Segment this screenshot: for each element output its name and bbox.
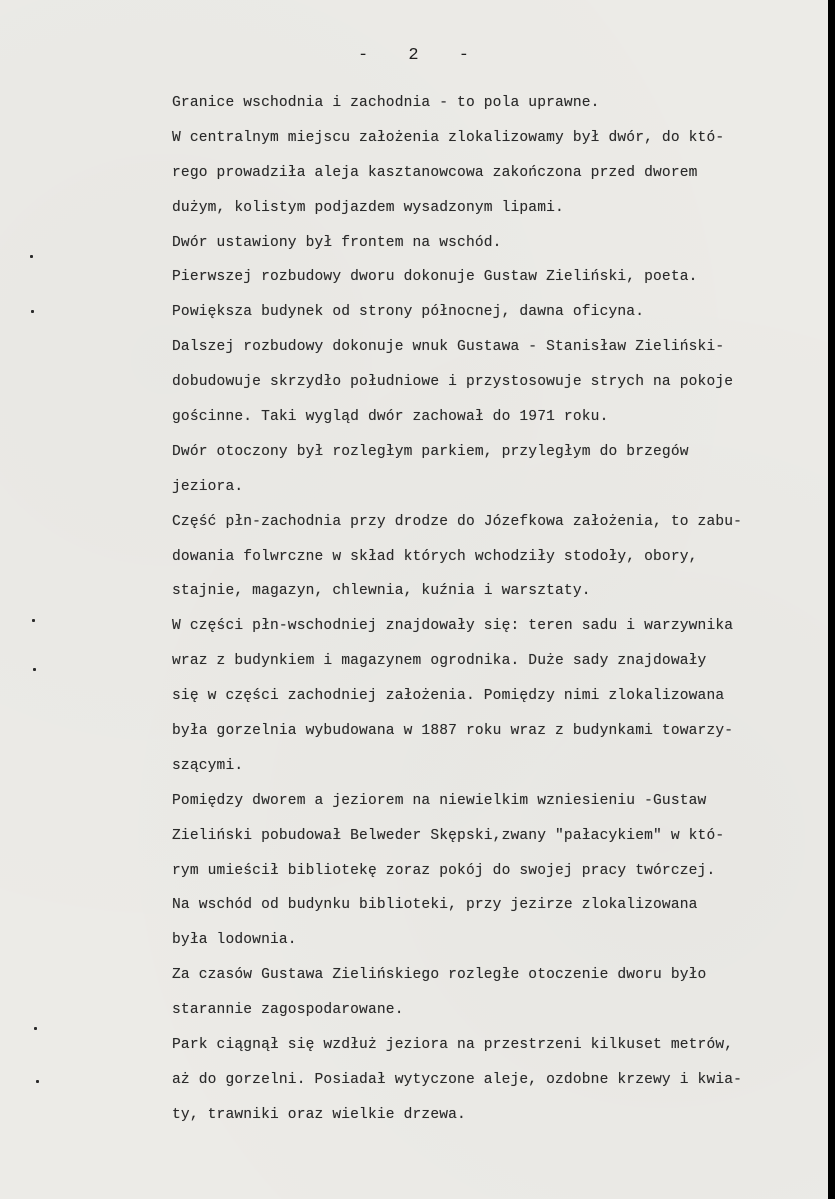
text-line: Dalszej rozbudowy dokonuje wnuk Gustawa - Stanisław Zieliński-: [172, 339, 725, 356]
page-number-dash-right: -: [458, 46, 470, 65]
text-line: Granice wschodnia i zachodnia - to pola uprawne.: [172, 95, 600, 111]
text-line: W części płn-wschodniej znajdowały się: teren sadu i warzywnika: [172, 618, 734, 635]
text-line: szącymi.: [172, 757, 244, 774]
text-line: Park ciągnął się wzdłuż jeziora na przestrzeni kilkuset metrów,: [172, 1037, 734, 1054]
text-line: Powiększa budynek od strony północnej, dawna oficyna.: [172, 304, 645, 321]
margin-speck: [32, 619, 35, 622]
text-line: była gorzelnia wybudowana w 1887 roku wraz z budynkami towarzy-: [172, 723, 734, 740]
text-line: była lodownia.: [172, 932, 297, 949]
text-line: rym umieścił bibliotekę zoraz pokój do swojej pracy twórczej.: [172, 862, 716, 879]
text-line: się w części zachodniej założenia. Pomiędzy nimi zlokalizowana: [172, 688, 725, 705]
text-line: Pierwszej rozbudowy dworu dokonuje Gustaw Zieliński, poeta.: [172, 269, 698, 286]
text-line: gościnne. Taki wygląd dwór zachował do 1971 roku.: [172, 409, 609, 426]
margin-speck: [30, 255, 33, 258]
text-line: Pomiędzy dworem a jeziorem na niewielkim wzniesieniu -Gustaw: [172, 792, 707, 809]
page-number-header: [0, 46, 828, 65]
text-line: Dwór otoczony był rozległym parkiem, przyległym do brzegów: [172, 443, 689, 460]
text-line: rego prowadziła aleja kasztanowcowa zakończona przed dworem: [172, 164, 698, 181]
text-line: jeziora.: [172, 478, 244, 495]
text-line: aż do gorzelni. Posiadał wytyczone aleje, ozdobne krzewy i kwia-: [172, 1071, 743, 1088]
text-line: stajnie, magazyn, chlewnia, kuźnia i warsztaty.: [172, 583, 591, 600]
text-line: Dwór ustawiony był frontem na wschód.: [172, 234, 502, 251]
margin-speck: [36, 1080, 39, 1083]
text-line: ty, trawniki oraz wielkie drzewa.: [172, 1106, 466, 1123]
margin-speck: [33, 668, 36, 671]
text-line: dobudowuje skrzydło południowe i przystosowuje strych na pokoje: [172, 374, 734, 391]
text-line: W centralnym miejscu założenia zlokalizowamy był dwór, do któ-: [172, 129, 725, 146]
text-line: starannie zagospodarowane.: [172, 1002, 404, 1019]
body-text: [172, 86, 822, 1133]
page-number: 2: [408, 46, 420, 65]
page-number-dash-left: -: [357, 46, 370, 65]
text-line: Zieliński pobudował Belweder Skępski,zwany "pałacykiem" w któ-: [172, 827, 725, 844]
margin-speck: [34, 1027, 37, 1030]
text-line: Na wschód od budynku biblioteki, przy jezirze zlokalizowana: [172, 897, 698, 914]
text-line: dużym, kolistym podjazdem wysadzonym lipami.: [172, 199, 564, 216]
text-line: Za czasów Gustawa Zielińskiego rozległe otoczenie dworu było: [172, 967, 707, 984]
text-line: dowania folwrczne w skład których wchodziły stodoły, obory,: [172, 548, 698, 565]
text-line: Część płn-zachodnia przy drodze do Józefkowa założenia, to zabu-: [172, 513, 743, 530]
text-line: wraz z budynkiem i magazynem ogrodnika. Duże sady znajdowały: [172, 653, 707, 670]
margin-speck: [31, 310, 34, 313]
